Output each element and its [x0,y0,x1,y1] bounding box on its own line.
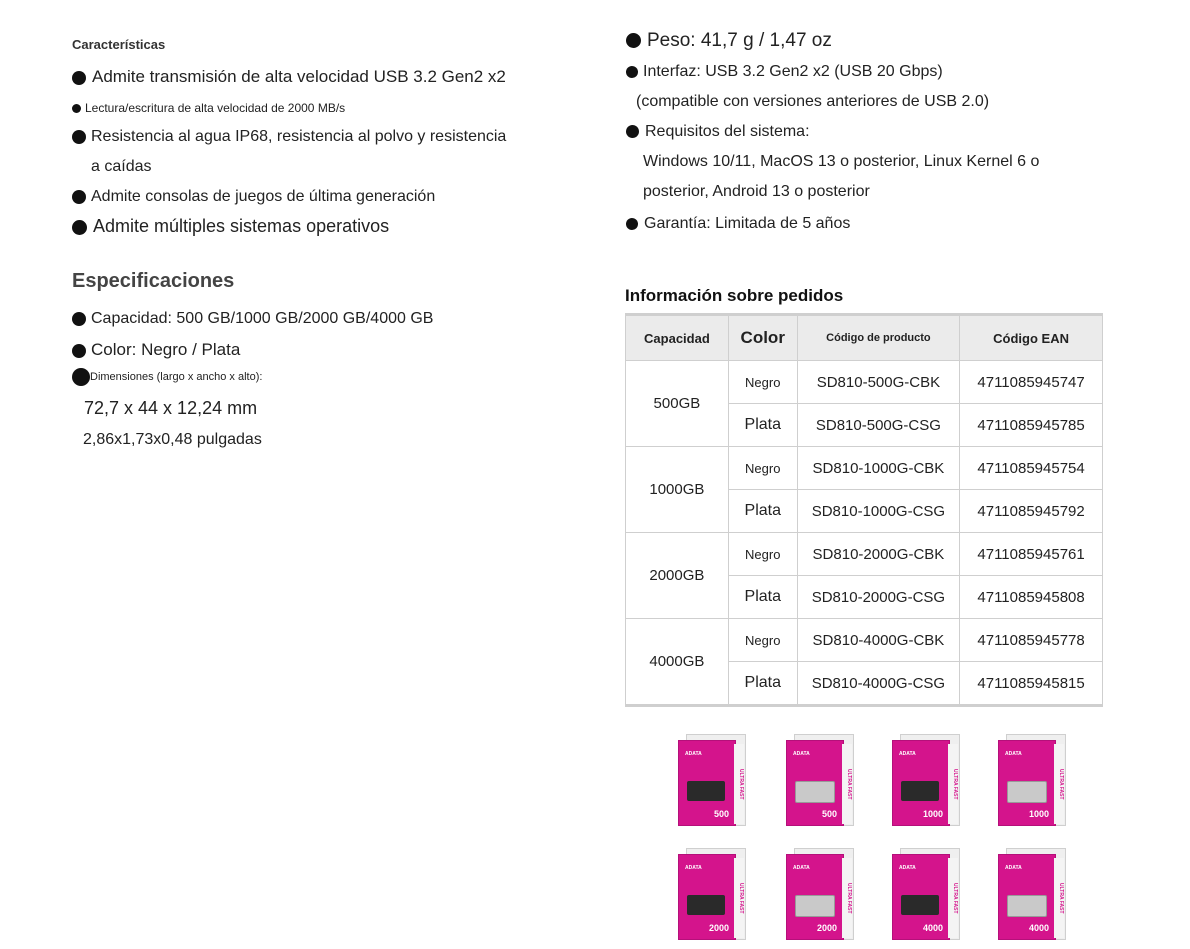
box-front [998,854,1056,940]
ssd-drive-icon [795,781,835,803]
box-front [786,854,844,940]
box-capacity-label: 1000 [1028,809,1049,819]
cell-product-code: SD810-1000G-CBK [797,447,959,490]
product-box-image [678,848,744,940]
box-side-label: ULTRA FAST [734,744,744,824]
features-heading: Características [72,37,166,52]
bullet-icon [72,344,86,358]
spec-item [626,215,850,233]
box-front [786,740,844,826]
cell-product-code: SD810-1000G-CSG [797,490,959,533]
bullet-icon [626,33,641,48]
box-front [892,854,950,940]
feature-text: Resistencia al agua IP68, resistencia al polvo y resistencia [91,128,507,145]
feature-item [72,216,389,237]
cell-product-code: SD810-500G-CBK [797,361,959,404]
table-row [626,619,1103,662]
bullet-icon [72,190,86,204]
box-side-label: ULTRA FAST [842,744,852,824]
brand-logo: ADATA [899,751,916,757]
box-front [678,740,736,826]
product-box-image [998,734,1064,826]
spec-weight: Peso: 41,7 g / 1,47 oz [647,30,832,51]
cell-color: Plata [728,576,797,619]
bullet-icon [72,104,81,113]
cell-product-code: SD810-500G-CSG [797,404,959,447]
ssd-drive-icon [795,895,835,917]
ssd-drive-icon [1007,781,1047,803]
box-capacity-label: 4000 [1028,923,1049,933]
cell-ean: 4711085945747 [960,361,1103,404]
cell-product-code: SD810-2000G-CBK [797,533,959,576]
box-capacity-label: 500 [713,809,729,819]
spec-item [72,368,262,386]
feature-item [72,128,506,146]
header-capacity: Capacidad [626,315,729,361]
spec-item [626,123,810,141]
cell-ean: 4711085945785 [960,404,1103,447]
bullet-icon [72,130,86,144]
box-front [998,740,1056,826]
spec-item [72,340,240,360]
spec-dimensions-in: 2,86x1,73x0,48 pulgadas [83,431,262,448]
cell-color: Negro [728,619,797,662]
brand-logo: ADATA [685,865,702,871]
feature-item-continuation: a caídas [91,158,152,175]
feature-item [72,67,506,87]
cell-product-code: SD810-4000G-CBK [797,619,959,662]
cell-ean: 4711085945792 [960,490,1103,533]
brand-logo: ADATA [899,865,916,871]
cell-color: Negro [728,361,797,404]
bullet-icon [626,218,638,230]
cell-capacity: 500GB [626,361,729,447]
cell-color: Negro [728,533,797,576]
box-side-label: ULTRA FAST [734,858,744,938]
cell-ean: 4711085945754 [960,447,1103,490]
spec-requirements: Requisitos del sistema: [645,123,810,140]
orders-title: Información sobre pedidos [625,286,844,305]
spec-interface-note: (compatible con versiones anteriores de USB 2.0) [636,93,990,110]
feature-text: Admite múltiples sistemas operativos [93,216,390,236]
bullet-icon [72,220,87,235]
bullet-icon [72,312,86,326]
cell-capacity: 2000GB [626,533,729,619]
cell-product-code: SD810-4000G-CSG [797,662,959,706]
product-box-image [786,848,852,940]
cell-capacity: 4000GB [626,619,729,706]
header-color: Color [728,315,797,361]
feature-text: Lectura/escritura de alta velocidad de 2000 MB/s [85,101,346,115]
header-product-code: Código de producto [797,315,959,361]
product-box-image [892,734,958,826]
box-side-label: ULTRA FAST [948,858,958,938]
bullet-icon [72,71,86,85]
table-row [626,533,1103,576]
cell-product-code: SD810-2000G-CSG [797,576,959,619]
product-box-image [786,734,852,826]
box-capacity-label: 2000 [816,923,837,933]
bullet-icon [626,66,638,78]
cell-ean: 4711085945815 [960,662,1103,706]
box-capacity-label: 2000 [708,923,729,933]
cell-ean: 4711085945808 [960,576,1103,619]
box-capacity-label: 500 [821,809,837,819]
product-box-image [892,848,958,940]
spec-capacity: Capacidad: 500 GB/1000 GB/2000 GB/4000 GB [91,310,434,327]
spec-item [626,30,832,52]
brand-logo: ADATA [1005,865,1022,871]
box-capacity-label: 1000 [922,809,943,819]
spec-dimensions-label: Dimensiones (largo x ancho x alto): [90,370,263,383]
table-header-row [626,315,1103,361]
cell-color: Plata [728,490,797,533]
cell-ean: 4711085945761 [960,533,1103,576]
brand-logo: ADATA [1005,751,1022,757]
ssd-drive-icon [687,781,725,801]
spec-item [626,63,943,81]
box-side-label: ULTRA FAST [1054,858,1064,938]
cell-color: Negro [728,447,797,490]
feature-text: Admite transmisión de alta velocidad USB 3.2 Gen2 x2 [92,67,506,86]
cell-capacity: 1000GB [626,447,729,533]
ssd-drive-icon [901,895,939,915]
feature-text: Admite consolas de juegos de última generación [91,188,436,205]
table-row [626,447,1103,490]
orders-table [625,313,1103,707]
box-side-label: ULTRA FAST [1054,744,1064,824]
brand-logo: ADATA [793,751,810,757]
brand-logo: ADATA [685,751,702,757]
spec-interface: Interfaz: USB 3.2 Gen2 x2 (USB 20 Gbps) [643,63,943,80]
box-capacity-label: 4000 [922,923,943,933]
spec-dimensions-mm: 72,7 x 44 x 12,24 mm [84,398,258,418]
box-front [678,854,736,940]
bullet-icon [626,125,639,138]
spec-warranty: Garantía: Limitada de 5 años [644,215,851,232]
product-box-image [998,848,1064,940]
product-box-image [678,734,744,826]
spec-requirements-line: Windows 10/11, MacOS 13 o posterior, Linux Kernel 6 o [643,153,1040,170]
brand-logo: ADATA [793,865,810,871]
feature-item [72,101,345,115]
box-side-label: ULTRA FAST [842,858,852,938]
feature-item [72,188,435,206]
spec-item [72,310,433,328]
spec-requirements-line: posterior, Android 13 o posterior [643,183,870,200]
specs-heading: Especificaciones [72,270,235,292]
bullet-icon [72,368,90,386]
table-row [626,361,1103,404]
ssd-drive-icon [687,895,725,915]
box-side-label: ULTRA FAST [948,744,958,824]
ssd-drive-icon [1007,895,1047,917]
cell-color: Plata [728,404,797,447]
cell-color: Plata [728,662,797,706]
box-front [892,740,950,826]
ssd-drive-icon [901,781,939,801]
spec-color: Color: Negro / Plata [91,340,241,359]
header-ean: Código EAN [960,315,1103,361]
cell-ean: 4711085945778 [960,619,1103,662]
